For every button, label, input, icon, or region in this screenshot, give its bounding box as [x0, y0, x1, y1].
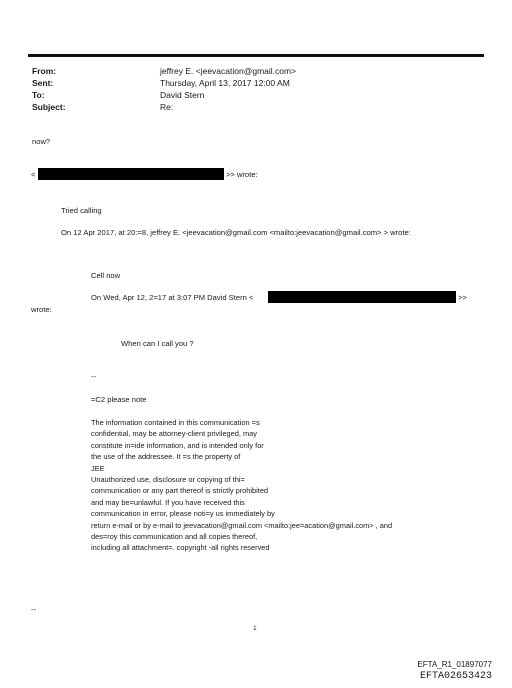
disclaimer-line: des=roy this communication and all copies thereof, — [91, 531, 258, 541]
body-now: now? — [32, 137, 51, 146]
body-when-can-i-call: When can I call you ? — [121, 339, 194, 348]
footer-efta-r1-id: EFTA_R1_01897077 — [417, 660, 492, 669]
body-please-note: =C2 please note — [91, 395, 147, 404]
body-cell-now: Cell now — [91, 271, 121, 280]
page-number: 1 — [253, 625, 257, 632]
redaction-bar-2 — [268, 291, 456, 303]
body-tried-calling: Tried calling — [61, 206, 102, 215]
body-on-12-apr: On 12 Apr 2017, at 20:=8, jeffrey E. <jeevacation@gmail.com <mailto:jeevacation@gmail.com> > wrote: — [61, 228, 411, 237]
disclaimer-line: confidential, may be attorney-client privileged, may — [91, 429, 257, 439]
header-rule — [28, 54, 484, 57]
body-wrote-1: >> wrote: — [226, 170, 258, 179]
disclaimer-line: including all attachment=. copyright -all rights reserved — [91, 543, 270, 553]
footer-efta-id: EFTA02653423 — [419, 671, 492, 682]
body-dash-1: -- — [91, 372, 97, 381]
body-dash-2: -- — [31, 605, 37, 614]
disclaimer-line: communication or any part thereof is strictly prohibited — [91, 486, 269, 496]
disclaimer-line: the use of the addressee. It =s the property of — [91, 452, 241, 462]
sent-value: Thursday, April 13, 2017 12:00 AM — [160, 78, 290, 88]
disclaimer-line: The information contained in this communication =s — [91, 418, 260, 427]
disclaimer-line: communication in error, please noti=y us immediately by — [91, 509, 275, 519]
disclaimer-line: and may be=unlawful. If you have received this — [91, 497, 245, 507]
body-lt-1: < — [31, 170, 36, 179]
disclaimer-line: return e-mail or by e-mail to jeevacation@gmail.com <mailto:jee=acation@gmail.com> , and — [91, 520, 393, 530]
disclaimer-block — [91, 417, 392, 554]
redaction-bar-1 — [38, 168, 224, 180]
disclaimer-line: JEE — [91, 463, 105, 473]
subject-value: Re: — [160, 102, 174, 112]
to-value: David Stern — [160, 90, 205, 100]
body-wrote-2: wrote: — [31, 305, 52, 314]
sent-label: Sent: — [32, 78, 54, 88]
disclaimer-line: constitute in=ide information, and is intended only for — [91, 440, 264, 450]
from-value: jeffrey E. <jeevacation@gmail.com> — [160, 66, 297, 76]
subject-label: Subject: — [32, 102, 66, 112]
to-label: To: — [32, 90, 45, 100]
body-gtgt: >> — [458, 293, 467, 302]
body-on-wed: On Wed, Apr 12, 2=17 at 3:07 PM David Stern < — [91, 293, 254, 302]
disclaimer-line: Unauthorized use, disclosure or copying of thi= — [91, 474, 245, 484]
from-label: From: — [32, 66, 57, 76]
